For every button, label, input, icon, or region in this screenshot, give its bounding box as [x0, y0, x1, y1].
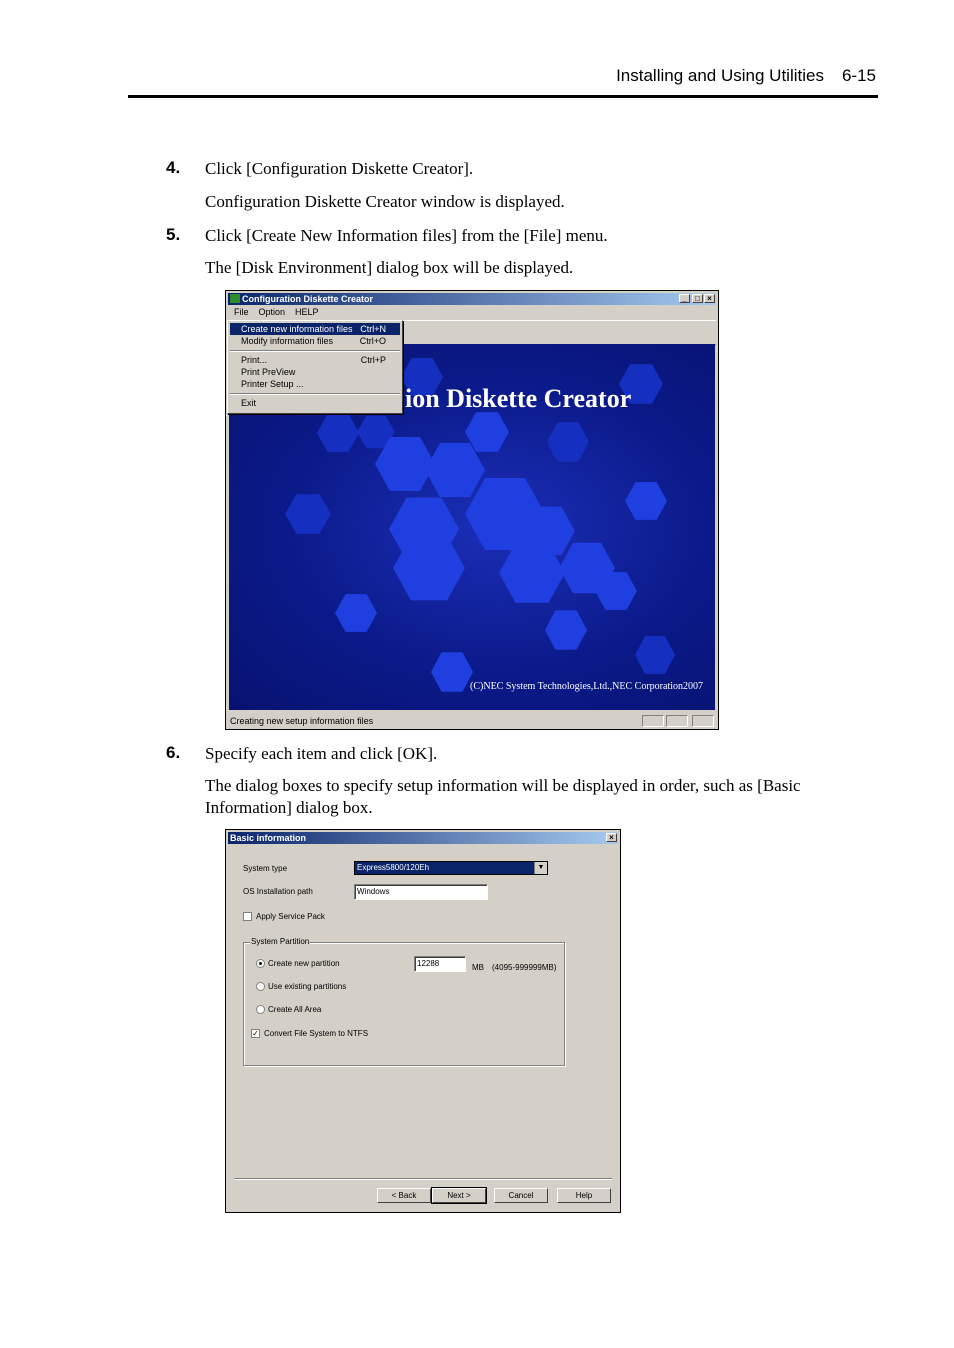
menu-item-exit[interactable]: Exit [241, 398, 257, 408]
create-all-label: Create All Area [268, 1005, 322, 1014]
hex-shape [285, 492, 331, 536]
hex-shape [317, 412, 359, 454]
button-separator [234, 1178, 612, 1180]
app-icon [230, 294, 240, 303]
apply-sp-label: Apply Service Pack [256, 912, 325, 921]
status-panel [642, 715, 664, 727]
use-existing-radio[interactable] [256, 982, 265, 991]
convert-ntfs-checkbox[interactable]: ✓ [252, 1029, 259, 1038]
os-path-label: OS Installation path [243, 887, 313, 896]
menu-item-print-preview[interactable]: Print PreView [241, 367, 296, 377]
status-panel [692, 715, 714, 727]
dialog-title: Basic information [230, 833, 307, 843]
step-4-note: Configuration Diskette Creator window is displayed. [205, 192, 565, 211]
splash-title: ion Diskette Creator [405, 384, 632, 413]
status-panel [666, 715, 688, 727]
menu-file[interactable]: File [234, 307, 249, 317]
hex-shape [335, 592, 377, 634]
step-4-text: Click [Configuration Diskette Creator]. [205, 159, 474, 178]
menu-separator [230, 350, 400, 352]
partition-size-input[interactable]: 12288 [414, 956, 466, 972]
basic-information-dialog [225, 829, 621, 1213]
create-new-label: Create new partition [268, 959, 340, 968]
system-type-label: System type [243, 864, 288, 873]
page-header [616, 66, 876, 86]
close-icon[interactable]: × [704, 294, 715, 303]
hex-shape [625, 480, 667, 522]
app-title: Configuration Diskette Creator [242, 294, 374, 304]
create-all-radio[interactable] [256, 1005, 265, 1014]
hex-shape [547, 420, 589, 464]
step-5-text: Click [Create New Information files] from the [File] menu. [205, 226, 608, 245]
step-6-text: Specify each item and click [OK]. [205, 744, 438, 763]
menu-item-print[interactable]: Print... Ctrl+P [241, 355, 386, 365]
page-number: 6-15 [841, 66, 876, 85]
step-4-number: 4. [166, 158, 181, 177]
size-range: (4095-999999MB) [492, 963, 557, 972]
menu-item-printer-setup[interactable]: Printer Setup ... [241, 379, 304, 389]
app-menubar [228, 306, 716, 319]
step-6-number: 6. [166, 743, 181, 762]
step-6-note: The dialog boxes to specify setup information will be displayed in order, such as [Basic Information] dialog box. [205, 776, 801, 817]
dialog-close-icon[interactable]: × [606, 833, 617, 842]
status-text: Creating new setup information files [230, 716, 374, 726]
file-menu-dropdown [227, 320, 403, 414]
menu-item-modify[interactable]: Modify information files Ctrl+O [241, 336, 386, 346]
hex-shape [431, 650, 473, 694]
maximize-icon[interactable]: □ [692, 294, 703, 303]
system-type-select[interactable]: Express5800/120Eh ▼ [354, 861, 548, 875]
step-5-number: 5. [166, 225, 181, 244]
menu-separator [230, 393, 400, 395]
minimize-icon[interactable]: _ [679, 294, 690, 303]
header-rule [128, 95, 878, 98]
convert-ntfs-label: Convert File System to NTFS [264, 1029, 369, 1038]
dialog-titlebar [228, 832, 618, 844]
menu-help[interactable]: HELP [295, 307, 319, 317]
step-5-note: The [Disk Environment] dialog box will be displayed. [205, 258, 574, 277]
copyright-text: (C)NEC System Technologies,Ltd.,NEC Corporation2007 [470, 681, 703, 692]
use-existing-label: Use existing partitions [268, 982, 347, 991]
chevron-down-icon[interactable]: ▼ [534, 862, 547, 874]
menu-option[interactable]: Option [258, 307, 286, 317]
os-path-input[interactable]: Windows [354, 884, 488, 900]
help-button[interactable]: Help [557, 1188, 611, 1203]
header-title: Installing and Using Utilities [616, 66, 824, 85]
back-button[interactable]: < Back [377, 1188, 431, 1203]
apply-sp-checkbox[interactable] [243, 912, 252, 921]
next-button[interactable]: Next > [432, 1188, 486, 1203]
size-unit: MB [472, 963, 484, 972]
cancel-button[interactable]: Cancel [494, 1188, 548, 1203]
hex-shape [545, 608, 587, 652]
app-titlebar [228, 293, 716, 305]
system-partition-group [243, 937, 565, 1066]
create-new-radio[interactable] [256, 959, 265, 968]
group-legend: System Partition [251, 937, 310, 946]
menu-item-create-new[interactable]: Create new information files Ctrl+N [230, 323, 400, 335]
hex-shape [635, 634, 675, 676]
status-bar [228, 714, 716, 728]
